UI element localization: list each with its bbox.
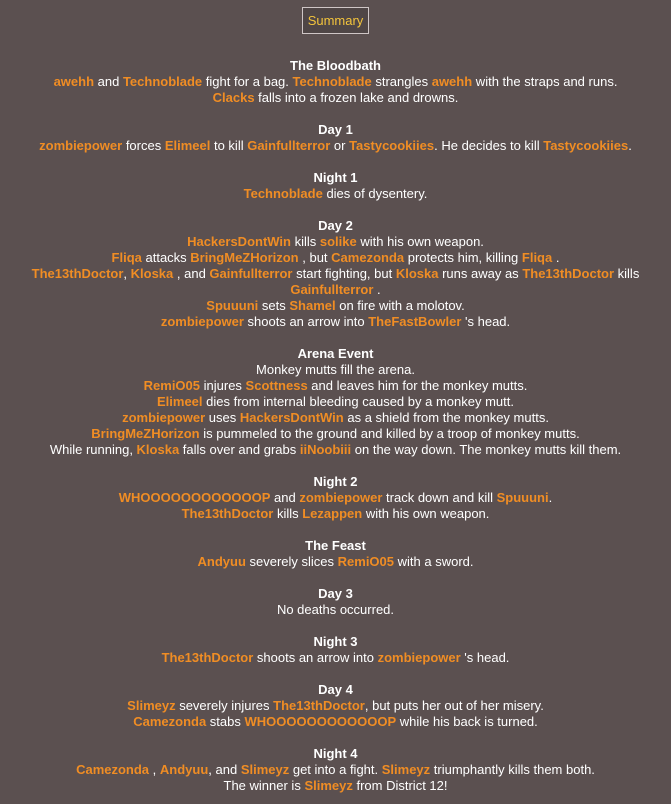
- event-text: and leaves him for the monkey mutts.: [307, 378, 528, 393]
- player-name: solike: [319, 234, 357, 249]
- section-title: Arena Event: [297, 346, 374, 361]
- event-text: severely injures: [175, 698, 274, 713]
- event-text: uses: [205, 410, 240, 425]
- event-text: is pummeled to the ground and killed by a troop of monkey mutts.: [199, 426, 580, 441]
- section-title: Night 4: [313, 746, 358, 761]
- event-text: triumphantly kills them both.: [430, 762, 595, 777]
- player-name: Camezonda: [133, 714, 207, 729]
- event-text: falls over and grabs: [179, 442, 300, 457]
- player-name: TheFastBowler: [368, 314, 462, 329]
- event-text: No deaths occurred.: [276, 602, 395, 617]
- section-title: The Bloodbath: [290, 58, 381, 73]
- player-name: Camezonda: [76, 762, 150, 777]
- section-title: Day 1: [318, 122, 353, 137]
- event-text: with his own weapon.: [356, 234, 484, 249]
- player-name: Spuuuni: [496, 490, 549, 505]
- event-text: shoots an arrow into: [253, 650, 378, 665]
- event-text: 's head.: [461, 314, 511, 329]
- event-text: kills: [273, 506, 303, 521]
- event-text: injures: [200, 378, 246, 393]
- section-title: Night 3: [313, 634, 358, 649]
- event-text: . He decides to kill: [434, 138, 544, 153]
- event-line: [0, 234, 671, 250]
- event-text: dies of dysentery.: [322, 186, 428, 201]
- player-name: Slimeyz: [240, 762, 290, 777]
- event-line: [0, 298, 671, 314]
- event-line: [0, 266, 671, 282]
- event-line: [0, 410, 671, 426]
- section-title: Night 2: [313, 474, 358, 489]
- event-line: [0, 378, 671, 394]
- event-text: , and: [173, 266, 210, 281]
- event-text: .: [548, 490, 553, 505]
- player-name: The13thDoctor: [161, 650, 254, 665]
- player-name: Spuuuni: [206, 298, 259, 313]
- event-line: [0, 282, 671, 298]
- player-name: Shamel: [289, 298, 336, 313]
- event-line: [0, 698, 671, 714]
- player-name: Lezappen: [302, 506, 363, 521]
- event-line: [0, 714, 671, 730]
- event-text: on fire with a molotov.: [335, 298, 465, 313]
- player-name: Scottness: [245, 378, 308, 393]
- section-title: Day 4: [318, 682, 353, 697]
- player-name: Tastycookiies: [349, 138, 435, 153]
- event-text: and: [270, 490, 300, 505]
- event-text: kills: [614, 266, 640, 281]
- event-text: and: [94, 74, 123, 89]
- event-section: [0, 682, 671, 730]
- player-name: The13thDoctor: [522, 266, 615, 281]
- player-name: zombiepower: [39, 138, 123, 153]
- event-line: [0, 506, 671, 522]
- player-name: Tastycookiies: [543, 138, 629, 153]
- event-text: falls into a frozen lake and drowns.: [254, 90, 459, 105]
- event-text: severely slices: [245, 554, 338, 569]
- player-name: Technoblade: [292, 74, 372, 89]
- player-name: Kloska: [395, 266, 439, 281]
- player-name: HackersDontWin: [239, 410, 344, 425]
- event-text: .: [628, 138, 632, 153]
- event-line: [0, 762, 671, 778]
- event-text: , and: [208, 762, 241, 777]
- player-name: awehh: [53, 74, 95, 89]
- section-title: The Feast: [305, 538, 366, 553]
- event-line: [0, 90, 671, 106]
- event-text: , but: [298, 250, 332, 265]
- event-line: [0, 250, 671, 266]
- event-text: start fighting, but: [292, 266, 396, 281]
- player-name: Slimeyz: [304, 778, 353, 793]
- player-name: zombiepower: [160, 314, 244, 329]
- event-line: [0, 394, 671, 410]
- event-line: [0, 650, 671, 666]
- player-name: zombiepower: [299, 490, 383, 505]
- event-text: The winner is: [223, 778, 305, 793]
- event-text: .: [552, 250, 560, 265]
- event-section: [0, 586, 671, 618]
- event-text: ,: [149, 762, 160, 777]
- player-name: Elimeel: [157, 394, 203, 409]
- event-text: , but puts her out of her misery.: [364, 698, 544, 713]
- event-text: kills: [290, 234, 320, 249]
- player-name: Gainfullterror: [247, 138, 331, 153]
- player-name: BringMeZHorizon: [190, 250, 299, 265]
- event-text: fight for a bag.: [202, 74, 293, 89]
- event-text: or: [330, 138, 350, 153]
- event-text: runs away as: [438, 266, 523, 281]
- player-name: Andyuu: [197, 554, 246, 569]
- summary-button[interactable]: Summary: [302, 7, 370, 34]
- player-name: The13thDoctor: [31, 266, 124, 281]
- event-section: [0, 634, 671, 666]
- event-section: [0, 346, 671, 458]
- event-text: on the way down. The monkey mutts kill them.: [351, 442, 622, 457]
- player-name: Technoblade: [243, 186, 323, 201]
- player-name: The13thDoctor: [273, 698, 365, 713]
- event-text: shoots an arrow into: [243, 314, 369, 329]
- player-name: Slimeyz: [381, 762, 431, 777]
- event-text: from District 12!: [352, 778, 448, 793]
- event-text: stabs: [206, 714, 245, 729]
- event-line: [0, 490, 671, 506]
- section-title: Day 3: [318, 586, 353, 601]
- player-name: Kloska: [130, 266, 174, 281]
- player-name: Elimeel: [164, 138, 211, 153]
- event-section: [0, 474, 671, 522]
- event-section: [0, 538, 671, 570]
- player-name: zombiepower: [377, 650, 461, 665]
- player-name: Andyuu: [159, 762, 209, 777]
- event-text: dies from internal bleeding caused by a monkey mutt.: [202, 394, 514, 409]
- player-name: HackersDontWin: [187, 234, 291, 249]
- player-name: Clacks: [212, 90, 255, 105]
- player-name: WHOOOOOOOOOOOOP: [118, 490, 271, 505]
- event-text: While running,: [49, 442, 137, 457]
- player-name: Camezonda: [331, 250, 405, 265]
- event-section: [0, 58, 671, 106]
- player-name: WHOOOOOOOOOOOOP: [244, 714, 397, 729]
- event-text: strangles: [371, 74, 432, 89]
- player-name: Gainfullterror: [209, 266, 293, 281]
- event-text: attacks: [141, 250, 191, 265]
- event-text: ,: [123, 266, 131, 281]
- event-section: [0, 746, 671, 794]
- player-name: Technoblade: [122, 74, 203, 89]
- event-text: get into a fight.: [289, 762, 382, 777]
- event-text: protects him, killing: [404, 250, 522, 265]
- player-name: Fliqa: [521, 250, 553, 265]
- event-text: with a sword.: [394, 554, 474, 569]
- event-log: [0, 58, 671, 794]
- event-line: [0, 362, 671, 378]
- event-line: [0, 314, 671, 330]
- summary-header: [0, 0, 671, 36]
- player-name: The13thDoctor: [181, 506, 274, 521]
- event-text: forces: [122, 138, 165, 153]
- event-line: [0, 186, 671, 202]
- event-line: [0, 554, 671, 570]
- player-name: Kloska: [136, 442, 180, 457]
- player-name: Slimeyz: [127, 698, 176, 713]
- player-name: RemiO05: [143, 378, 201, 393]
- player-name: awehh: [431, 74, 473, 89]
- event-line: [0, 426, 671, 442]
- event-text: with his own weapon.: [362, 506, 490, 521]
- player-name: Gainfullterror: [290, 282, 374, 297]
- player-name: iiNoobiii: [299, 442, 352, 457]
- event-line: [0, 442, 671, 458]
- event-line: [0, 74, 671, 90]
- event-text: .: [373, 282, 381, 297]
- event-text: Monkey mutts fill the arena.: [256, 362, 415, 377]
- player-name: zombiepower: [122, 410, 206, 425]
- event-section: [0, 122, 671, 154]
- event-text: to kill: [210, 138, 248, 153]
- event-section: [0, 170, 671, 202]
- event-text: as a shield from the monkey mutts.: [343, 410, 549, 425]
- event-line: [0, 778, 671, 794]
- event-line: [0, 602, 671, 618]
- player-name: BringMeZHorizon: [91, 426, 200, 441]
- event-text: 's head.: [460, 650, 510, 665]
- event-line: [0, 138, 671, 154]
- player-name: Fliqa: [111, 250, 142, 265]
- event-section: [0, 218, 671, 330]
- event-text: with the straps and runs.: [472, 74, 618, 89]
- section-title: Night 1: [313, 170, 358, 185]
- event-text: sets: [258, 298, 290, 313]
- event-text: while his back is turned.: [396, 714, 538, 729]
- section-title: Day 2: [318, 218, 353, 233]
- player-name: RemiO05: [337, 554, 395, 569]
- event-text: track down and kill: [382, 490, 497, 505]
